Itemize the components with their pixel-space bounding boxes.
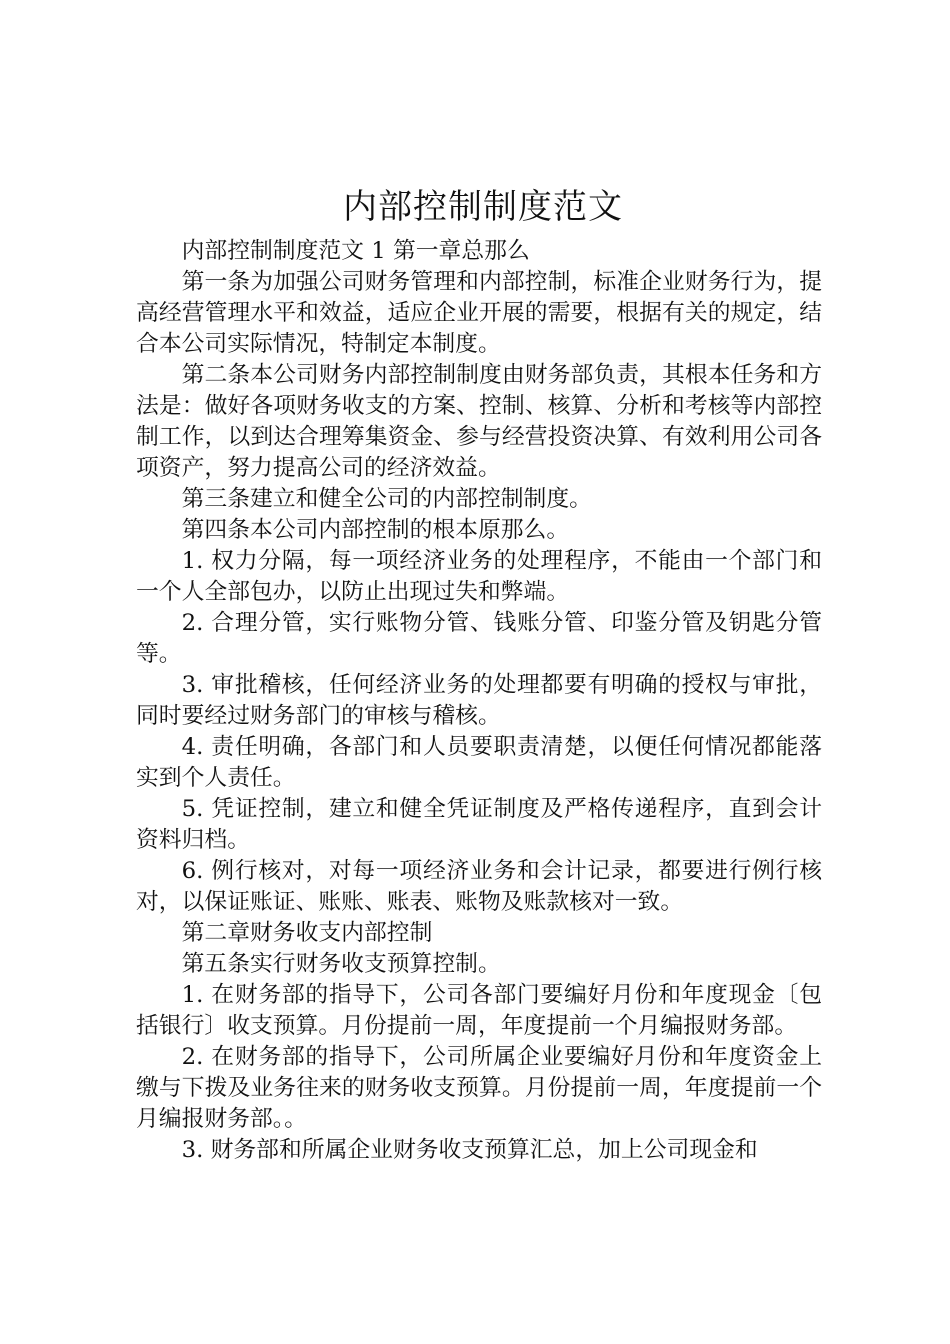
paragraph-article-1: 第一条为加强公司财务管理和内部控制，标准企业财务行为，提高经营管理水平和效益，适应企业开展的需要，根据有关的规定，结合本公司实际情况，特制定本制度。 — [136, 269, 822, 357]
list-item-budget-2: 2. 在财务部的指导下，公司所属企业要编好月份和年度资金上缴与下拨及业务往来的财务收支预算。月份提前一周，年度提前一个月编报财务部。。 — [136, 1044, 822, 1132]
list-item-principle-6: 6. 例行核对，对每一项经济业务和会计记录，都要进行例行核对，以保证账证、账账、账表、账物及账款核对一致。 — [136, 858, 822, 915]
paragraph-article-3: 第三条建立和健全公司的内部控制制度。 — [181, 486, 592, 512]
paragraph-chapter-2-heading: 第二章财务收支内部控制 — [181, 920, 433, 946]
paragraph-article-4: 第四条本公司内部控制的根本原那么。 — [181, 517, 570, 543]
document-page — [136, 184, 822, 1166]
list-item-principle-5: 5. 凭证控制，建立和健全凭证制度及严格传递程序，直到会计资料归档。 — [136, 796, 822, 853]
list-item-principle-2: 2. 合理分管，实行账物分管、钱账分管、印鉴分管及钥匙分管等。 — [136, 610, 822, 667]
list-item-principle-3: 3. 审批稽核，任何经济业务的处理都要有明确的授权与审批，同时要经过财务部门的审核与稽核。 — [136, 672, 822, 729]
list-item-principle-4: 4. 责任明确，各部门和人员要职责清楚，以便任何情况都能落实到个人责任。 — [136, 734, 822, 791]
list-item-principle-1: 1. 权力分隔，每一项经济业务的处理程序，不能由一个部门和一个人全部包办，以防止出现过失和弊端。 — [136, 548, 822, 605]
paragraph-chapter-1-heading: 内部控制制度范文 1 第一章总那么 — [181, 238, 530, 264]
list-item-budget-1: 1. 在财务部的指导下，公司各部门要编好月份和年度现金〔包括银行〕收支预算。月份提前一周，年度提前一个月编报财务部。 — [136, 982, 822, 1039]
list-item-budget-3: 3. 财务部和所属企业财务收支预算汇总，加上公司现金和 — [181, 1137, 758, 1163]
paragraph-article-5: 第五条实行财务收支预算控制。 — [181, 951, 501, 977]
paragraph-article-2: 第二条本公司财务内部控制制度由财务部负责，其根本任务和方法是：做好各项财务收支的方案、控制、核算、分析和考核等内部控制工作，以到达合理筹集资金、参与经营投资决算、有效利用公司各项资产，努力提高公司的经济效益。 — [136, 362, 822, 481]
document-title: 内部控制制度范文 — [343, 187, 623, 227]
